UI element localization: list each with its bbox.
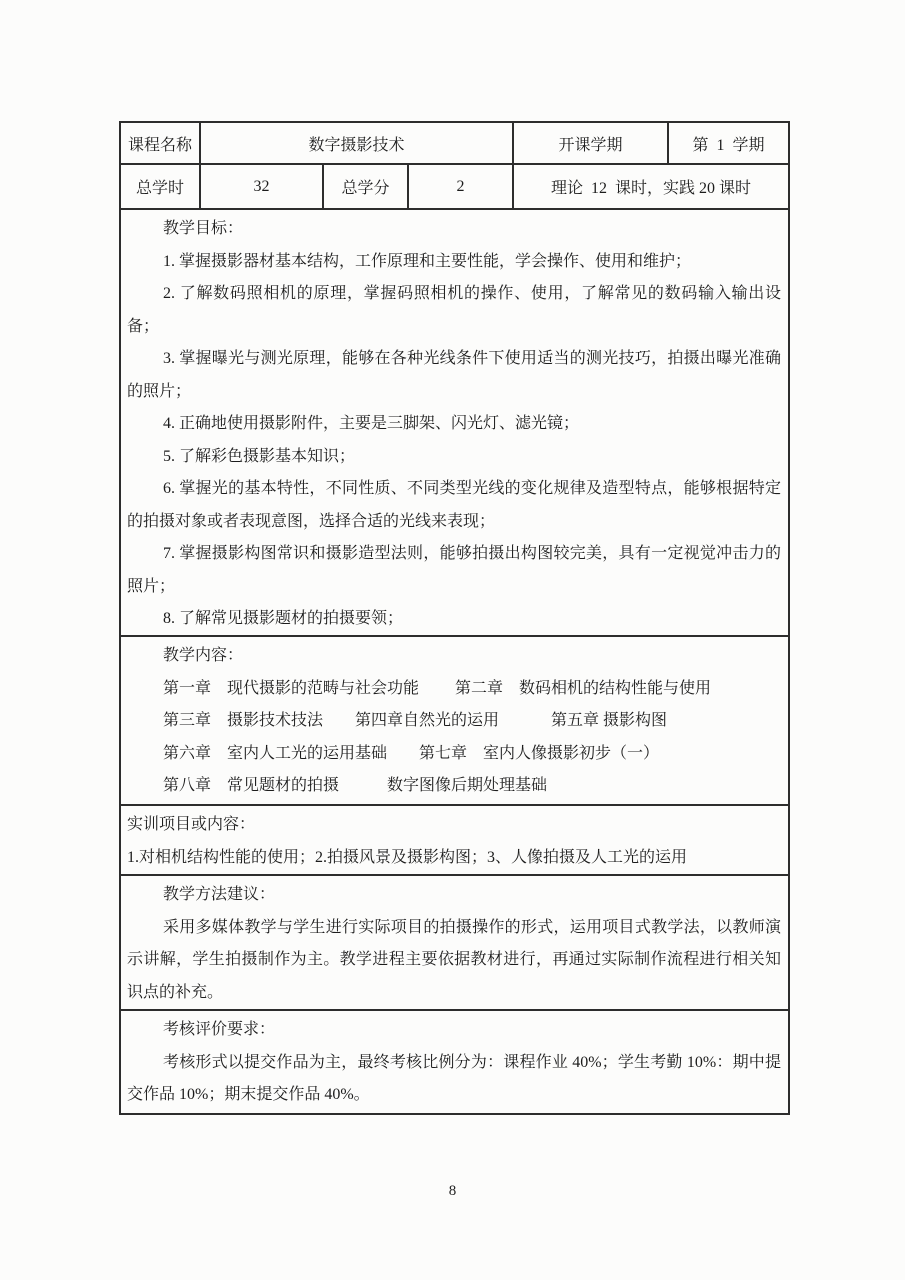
- course-name-value: 数字摄影技术: [201, 123, 514, 163]
- goal-item: 1. 掌握摄影器材基本结构，工作原理和主要性能，学会操作、使用和维护；: [163, 252, 692, 270]
- semester-value: 第 1 学期: [692, 136, 765, 154]
- practice-projects-section: [121, 806, 788, 876]
- total-credits-label: 总学分: [324, 165, 409, 208]
- chapter-line: 第六章 室内人工光的运用基础 第七章 室内人像摄影初步（一）: [163, 744, 660, 762]
- teaching-goals-section: [121, 210, 788, 637]
- practice-projects-title: 实训项目或内容：: [127, 816, 256, 833]
- table-header-row-2: [121, 165, 788, 210]
- table-header-row-1: [121, 123, 788, 165]
- assessment-paragraph: 考核形式以提交作品为主，最终考核比例分为：课程作业 40%；学生考勤 10%：期中提交作品 10%；期末提交作品 40%。: [127, 1053, 781, 1103]
- total-hours-label: 总学时: [121, 165, 201, 208]
- teaching-method-section: [121, 876, 788, 1011]
- page-number: 8: [448, 1183, 457, 1199]
- teaching-method-title: 教学方法建议：: [163, 886, 276, 903]
- chapter-line: 第八章 常见题材的拍摄 数字图像后期处理基础: [163, 777, 548, 794]
- goal-item: 8. 了解常见摄影题材的拍摄要领；: [163, 610, 404, 627]
- teaching-method-paragraph: 采用多媒体教学与学生进行实际项目的拍摄操作的形式，运用项目式教学法，以教师演示讲解，学生拍摄制作为主。教学进程主要依据教材进行，再通过实际制作流程进行相关知识点的补充。: [127, 918, 781, 1001]
- assessment-section: [121, 1011, 788, 1113]
- practice-projects-line: 1.对相机结构性能的使用；2.拍摄风景及摄影构图；3、人像拍摄及人工光的运用: [127, 848, 688, 866]
- goal-item: 3. 掌握曝光与测光原理，能够在各种光线条件下使用适当的测光技巧，拍摄出曝光准确的照片；: [127, 350, 781, 400]
- goal-item: 5. 了解彩色摄影基本知识；: [163, 447, 356, 465]
- goal-item: 4. 正确地使用摄影附件，主要是三脚架、闪光灯、滤光镜；: [163, 415, 580, 432]
- goal-item: 7. 掌握摄影构图常识和摄影造型法则，能够拍摄出构图较完美，具有一定视觉冲击力的照片；: [127, 545, 781, 595]
- teaching-content-title: 教学内容：: [163, 647, 244, 664]
- chapter-line: 第一章 现代摄影的范畴与社会功能 第二章 数码相机的结构性能与使用: [163, 679, 712, 697]
- course-syllabus-table: [119, 121, 790, 1115]
- semester-label: 开课学期: [514, 123, 669, 163]
- course-name-label: 课程名称: [121, 123, 201, 163]
- teaching-goals-title: 教学目标：: [163, 220, 244, 237]
- goal-item: 2. 了解数码照相机的原理，掌握码照相机的操作、使用，了解常见的数码输入输出设备；: [127, 285, 781, 335]
- chapter-line: 第三章 摄影技术技法 第四章自然光的运用 第五章 摄影构图: [163, 712, 668, 729]
- goal-item: 6. 掌握光的基本特性，不同性质、不同类型光线的变化规律及造型特点，能够根据特定的拍摄对象或者表现意图，选择合适的光线来表现；: [127, 480, 781, 530]
- hours-detail: 理论 12 课时，实践 20 课时: [550, 180, 751, 197]
- total-credits-value: 2: [409, 165, 514, 208]
- total-hours-value: 32: [201, 165, 324, 208]
- teaching-content-section: [121, 637, 788, 806]
- assessment-title: 考核评价要求：: [163, 1021, 276, 1038]
